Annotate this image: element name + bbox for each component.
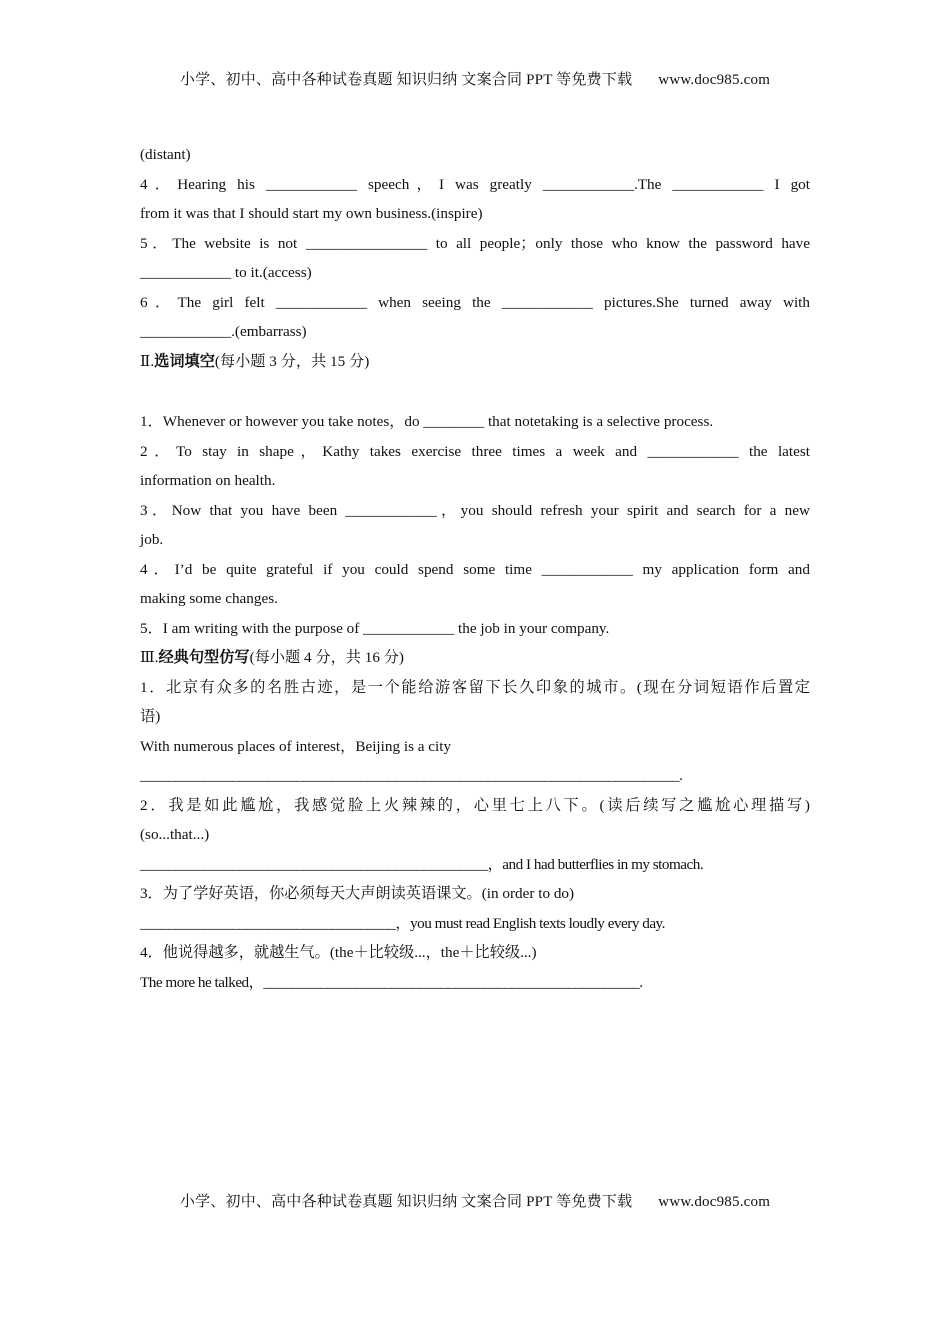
- s3-q1-answer-line: ____________________________________________________________________________.: [140, 767, 683, 784]
- section3-heading: [140, 643, 810, 673]
- s3-q2-line1: 2．我是如此尴尬，我感觉脸上火辣辣的，心里七上八下。(读后续写之尴尬心理描写): [140, 796, 810, 814]
- s3-q2-line2: (so...that...): [140, 826, 210, 843]
- footer-text: 小学、初中、高中各种试卷真题 知识归纳 文案合同 PPT 等免费下载: [179, 1194, 633, 1210]
- section3-roman: Ⅲ.: [140, 649, 159, 666]
- s2-q3-line1: 3．Now that you have been ____________，you should refresh your spirit and search for a new: [140, 501, 810, 519]
- s1-q5-line1: 5．The website is not ________________ to all people；only those who know the password have: [140, 234, 810, 252]
- s3-q4-line2: The more he talked，_____________________________________________________.: [140, 973, 643, 991]
- section2-roman: Ⅱ.: [140, 352, 155, 370]
- section3-title: 经典句型仿写: [158, 649, 250, 666]
- s2-q2-line2: information on health.: [140, 472, 276, 489]
- s3-q4-line1: 4．他说得越多，就越生气。(the＋比较级...，the＋比较级...): [140, 944, 537, 961]
- s3-q2-line3: _________________________________________________，and I had butterflies in my stomach.: [140, 855, 704, 873]
- footer-url[interactable]: www.doc985.com: [658, 1194, 771, 1210]
- prev-item-word: (distant): [140, 146, 191, 163]
- s3-q1-line3: With numerous places of interest，Beijing is a city: [140, 737, 452, 755]
- s2-q4-line2: making some changes.: [140, 590, 278, 607]
- page-footer: [0, 1190, 950, 1211]
- s3-q3-line1: 3．为了学好英语，你必须每天大声朗读英语课文。(in order to do): [140, 885, 575, 902]
- section2-title: 选词填空: [154, 352, 215, 370]
- worksheet-content: [140, 140, 810, 997]
- header-url[interactable]: www.doc985.com: [658, 72, 771, 88]
- s2-q2-line1: 2．To stay in shape，Kathy takes exercise three times a week and ____________ the latest: [140, 442, 810, 460]
- section2-heading: [140, 347, 810, 377]
- s1-q4-line1: 4．Hearing his ____________ speech，I was greatly ____________.The ____________ I got: [140, 175, 810, 193]
- s2-q5-line1: 5．I am writing with the purpose of ____________ the job in your company.: [140, 619, 610, 637]
- section2-score: (每小题 3 分，共 15 分): [214, 352, 370, 370]
- spacer: [140, 376, 810, 407]
- s3-q1-line1: 1．北京有众多的名胜古迹，是一个能给游客留下长久印象的城市。(现在分词短语作后置定: [140, 678, 810, 696]
- s2-q3-line2: job.: [140, 531, 164, 548]
- s3-q3-line2: ____________________________________，you must read English texts loudly every day.: [140, 914, 665, 932]
- s1-q6-line2: ____________.(embarrass): [140, 323, 307, 340]
- s1-q6-line1: 6．The girl felt ____________ when seeing the ____________ pictures.She turned away with: [140, 293, 810, 311]
- header-text: 小学、初中、高中各种试卷真题 知识归纳 文案合同 PPT 等免费下载: [179, 72, 633, 88]
- s1-q5-line2: ____________ to it.(access): [140, 264, 312, 281]
- section3-score: (每小题 4 分，共 16 分): [249, 649, 404, 666]
- s2-q4-line1: 4．I’d be quite grateful if you could spend some time ____________ my application form and: [140, 560, 810, 578]
- s1-q4-line2: from it was that I should start my own business.(inspire): [140, 205, 483, 222]
- s3-q1-line2: 语): [140, 708, 161, 725]
- s2-q1-line1: 1．Whenever or however you take notes，do ________ that notetaking is a selective process.: [140, 413, 714, 430]
- page-header: [0, 68, 950, 89]
